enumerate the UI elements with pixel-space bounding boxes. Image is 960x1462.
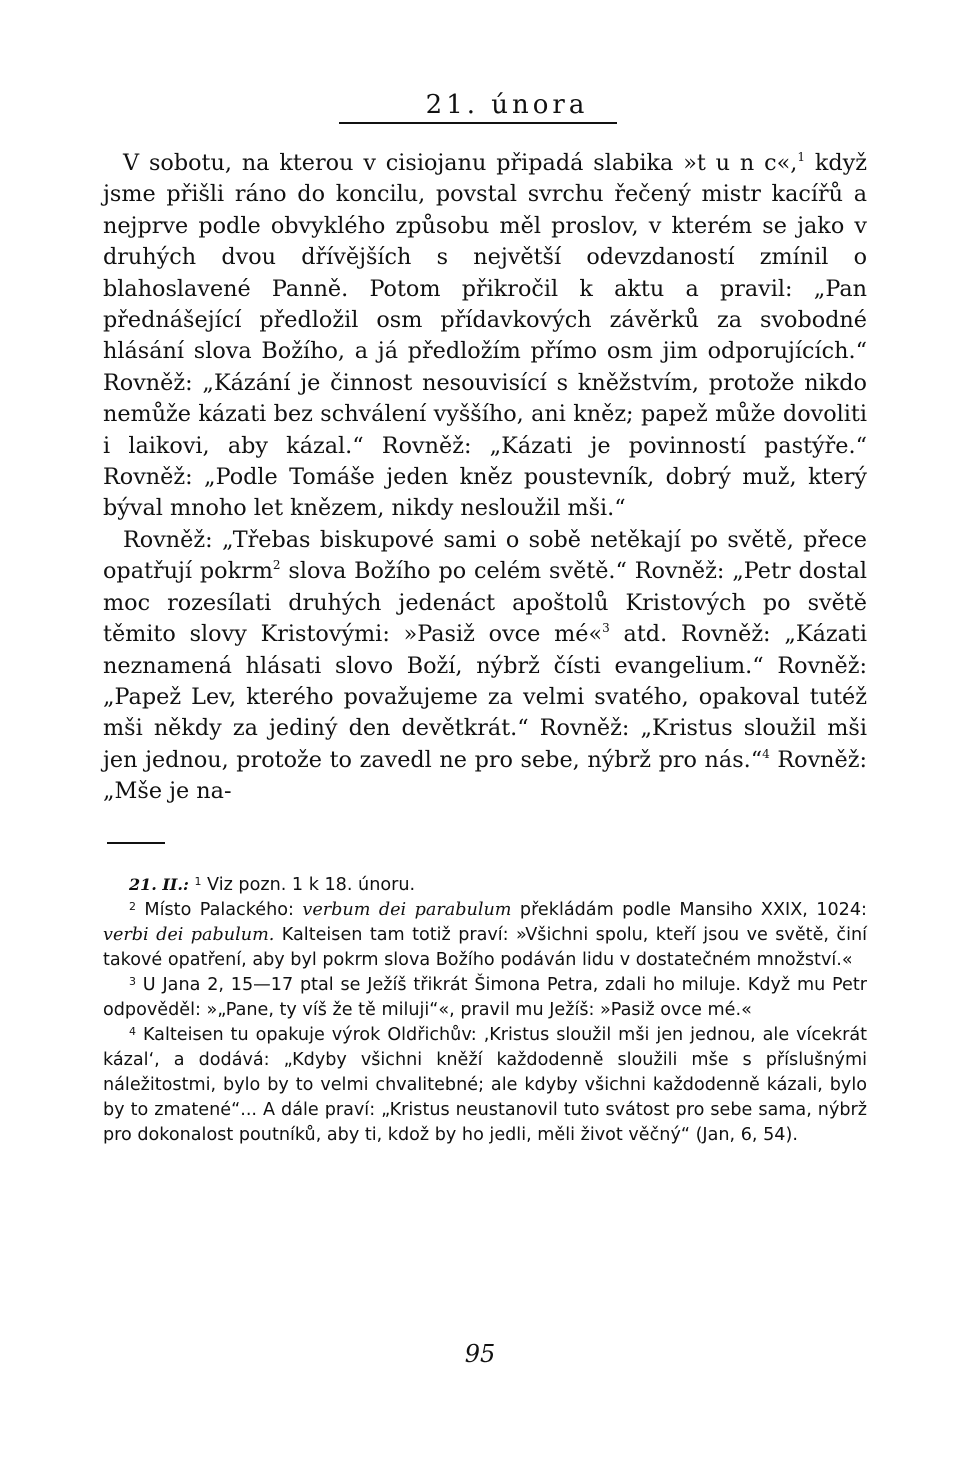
running-header: 21. února [425, 90, 589, 120]
footnote-3: $^3$ U Jana 2, 15—17 ptal se Ježíš třikrát Šimona Petra, zdali ho miluje. Když mu Petr odpověděl: »„Pane, ty víš že tě miluji“«, pravil mu Ježíš: »Pasiž ovce mé.« [103, 974, 867, 1020]
paragraph-2: Rovněž: „Třebas biskupové sami o sobě netěkají po světě, přece opatřují pokrm$^2$ slova Božího po celém světě.“ Rovněž: „Petr dostal moc rozesílati druhých jedenáct apoštolů Kristových po světě těmito slovy Kristovými: »Pasiž ovce mé«$^3$ atd. Rovněž: „Kázati neznamená hlásati slovo Boží, nýbrž čísti evangelium.“ Rovněž: „Papež Lev, kterého považujeme za velmi svatého, opakoval tutéž mši někdy za jediný den devětkrát.“ Rovněž: „Kristus sloužil mši jen jednou, protože to zavedl ne pro sebe, nýbrž pro nás.“$^4$ Rovněž: „Mše je na- [103, 526, 867, 805]
footnote-ref-3: 3 [602, 621, 610, 636]
footnote-ref-1: 1 [797, 150, 805, 164]
footnote-ref-4: 4 [762, 746, 770, 761]
main-text [103, 148, 867, 808]
footnotes [103, 872, 867, 1148]
footnote-ref-2: 2 [272, 558, 281, 573]
footnote-2: $^2$ Místo Palackého: verbum dei parabulum překládám podle Mansiho XXIX, 1024: verbi dei pabulum. Kalteisen tam totiž praví: »Všichni spolu, kteří jsou ve světě, činí takové opatření, aby byl pokrm slova Božího podáván lidu v dostatečném množství.« [103, 899, 867, 970]
book-page [103, 88, 867, 1148]
footnote-1: 21. II.: $^1$ Viz pozn. 1 k 18. únoru. [129, 874, 416, 895]
footnote-4: $^4$ Kalteisen tu opakuje výrok Oldřichův: ‚Kristus sloužil mši jen jednou, ale vícekrát kázal‘, a dodává: „Kdyby všichni kněží každodenně sloužili mše s příslušnými náležitostmi, bylo by to velmi chvalitebné; ale kdyby všichni každodenně kázali, bylo by to zmatené“... A dále praví: „Kristus neustanovil tuto svátost pro sebe sama, nýbrž pro dokonalost poutníků, aby ti, kdož by ho jedli, měli život věčný“ (Jan, 6, 54). [103, 1024, 867, 1145]
header-rule [339, 122, 617, 124]
page-number: 95 [464, 1340, 496, 1368]
footnote-rule [107, 842, 165, 844]
paragraph-1: V sobotu, na kterou v cisiojanu připadá slabika »t u n c«,$^1$ když jsme přišli ráno do koncilu, povstal svrchu řečený mistr kacířů a nejprve podle obvyklého způsobu měl proslov, v kterém se jako v druhých dvou dřívějších s největší odevzdaností zmínil o blahoslavené Panně. Potom přikročil k aktu a pravil: „Pan přednášející předložil osm přídavkových závěrků za svobodné hlásání slova Božího, a já předložím přímo osm jim odporujících.“ Rovněž: „Kázání je činnost nesouvisící s kněžstvím, protože nikdo nemůže kázati bez schválení vyššího, ani kněz; papež může dovoliti i laikovi, aby kázal.“ Rovněž: „Kázati je povinností pastýře.“ Rovněž: „Podle Tomáše jeden kněz poustevník, dobrý muž, který býval mnoho let knězem, nikdy nesloužil mši.“ [103, 150, 867, 522]
